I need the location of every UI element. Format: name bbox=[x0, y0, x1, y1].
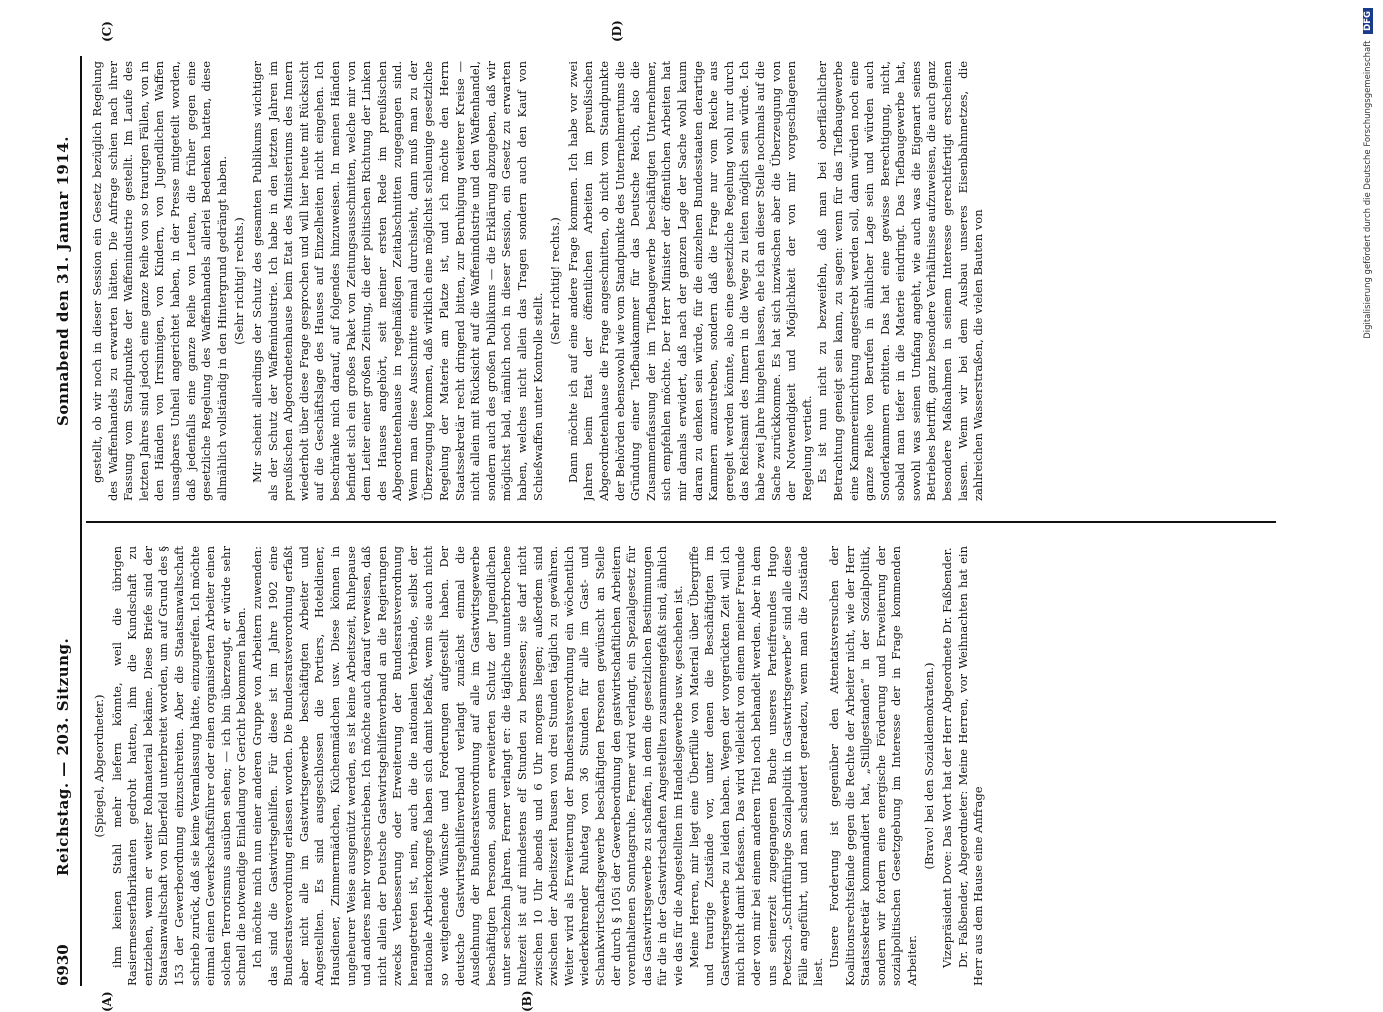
paragraph: Unsere Forderung ist gegenüber den Attentatsversuchen der Koalitionsrechtsfeinde gegen die Rechte der Arbeiter nicht, wie der Herr Staatssekretär kommandiert hat, „Stillgestanden“ in der Sozialpolitik, sondern wir fordern eine energische Förderung und Erweiterung der sozialpolitischen Gesetzgebung im Interesse der in Frage kommenden Arbeiter. bbox=[827, 546, 921, 986]
dfg-logo: DFG bbox=[1363, 8, 1373, 34]
stage-direction: (Sehr richtig! rechts.) bbox=[232, 61, 248, 501]
margin-letter-a: (A) bbox=[100, 991, 114, 1012]
running-header bbox=[50, 56, 82, 986]
paragraph: Vizepräsident Dove: Das Wort hat der Herr Abgeordnete Dr. Faßbender. bbox=[940, 546, 956, 986]
paragraph: Ich möchte mich nun einer anderen Gruppe von Arbeitern zuwenden: das sind die Gastwirtsgehilfen. Für diese ist im Jahre 1902 eine Bundesratsverordnung erlassen worden. Die Bundesratsverordnung erfaßt aber nicht alle im Gastwirtsgewerbe beschäftigten Arbeiter und Angestellten. Es sind ausgeschlossen die Portiers, Hoteldiener, Hausdiener, Zimmermädchen, Küchenmädchen usw. Diese können in ungeheurer Weise ausgenützt werden, es ist keine Arbeitszeit, Ruhepause und anderes mehr vorgeschrieben. Ich möchte auch darauf verweisen, daß nicht allein der Deutsche Gastwirtsgehilfenverband an die Regierungen zwecks Verbesserung oder Erweiterung der Bundesratsverordnung herangetreten ist, nein, auch die die nationalen Verbände, selbst der nationale Arbeiterkongreß haben sich damit befaßt, wenn sie auch nicht so weitgehende Wünsche und Forderungen aufgestellt haben. Der deutsche Gastwirtsgehilfenverband verlangt zunächst einmal die Ausdehnung der Bundesratsverordnung auf alle im Gastwirtsgewerbe beschäftigten Personen, sodann erweiterten Schutz der Jugendlichen unter sechzehn Jahren. Ferner verlangt er: die tägliche ununterbrochene Ruhezeit ist auf mindestens elf Stunden zu bemessen; sie darf nicht zwischen 10 Uhr abends und 6 Uhr morgens liegen; außerdem sind zwischen der Arbeitszeit Pausen von drei Stunden täglich zu gewähren. Weiter wird als Erweiterung der Bundesratsverordnung ein wöchentlich wiederkehrender Ruhetag von 36 Stunden für alle im Gast- und Schankwirtschaftsgewerbe beschäftigten Personen gewünscht an Stelle der durch § 105i der Gewerbeordnung den gastwirtschaftlichen Arbeitern vorenthaltenen Sonntagsruhe. Ferner wird verlangt, ein Spezialgesetz für das Gastwirtsgewerbe zu schaffen, in dem die gesetzlichen Bestimmungen für die in der Gastwirtschaften Angestellten zusammengefaßt sind, ähnlich wie das für die Angestellten im Handelsgewerbe usw. geschehen ist. bbox=[250, 546, 687, 986]
digitization-credit bbox=[1363, 8, 1379, 1000]
paragraph: Dr. Faßbender, Abgeordneter: Meine Herren, vor Weihnachten hat ein Herr aus dem Hause eine Anfrage bbox=[956, 546, 987, 986]
header-date: Sonnabend den 31. Januar 1914. bbox=[54, 136, 72, 426]
paragraph: gestellt, ob wir noch in dieser Session ein Gesetz bezüglich Regelung des Waffenhandels zu erwarten hätten. Die Anfrage schien nach ihrer Fassung vom Standpunkte der Waffenindustrie gestellt. Im Laufe des letzten Jahres sind jedoch eine ganze Reihe von so traurigen Fällen, von in den Händen von Irrsinnigen, von Kindern, von Jugendlichen Waffen unsagbares Unheil angerichtet haben, in der Presse mitgeteilt worden, daß jedenfalls eine ganze Reihe von Leuten, die früher gegen eine gesetzliche Regelung des Waffenhandels allerlei Bedenken hatten, diese allmählich vollständig in den Hintergrund gedrängt haben. bbox=[90, 61, 230, 501]
margin-letter-c: (C) bbox=[100, 21, 114, 42]
page-number: 6930 bbox=[54, 944, 72, 986]
paragraph: Dann möchte ich auf eine andere Frage kommen. Ich habe vor zwei Jahren beim Etat der öffentlichen Arbeiten im preußischen Abgeordnetenhause die Frage angeschnitten, ob nicht vom Standpunkte der Behörden ebensowohl wie vom Standpunkte des Unternehmertums die Gründung einer Tiefbaukammer für das Deutsche Reich, also die Zusammenfassung der im Tiefbaugewerbe beschäftigten Unternehmer, sich empfehlen möchte. Der Herr Minister der öffentlichen Arbeiten hat mir damals erwidert, daß nach der ganzen Lage der Sache wohl kaum daran zu denken sein würde, für die einzelnen Bundesstaaten derartige Kammern anzustreben, sondern daß die Frage nur vom Reiche aus geregelt werden könnte, also eine gesetzliche Regelung wohl nur durch das Reichsamt des Innern in die Wege zu leiten möglich sein würde. Ich habe zwei Jahre hingehen lassen, ehe ich an dieser Stelle nochmals auf die Sache zurückkomme. Es hat sich inzwischen aber die Überzeugung von der Notwendigkeit und Möglichkeit der von mir vorgeschlagenen Regelung vertieft. bbox=[566, 61, 816, 501]
rotated-page-content bbox=[50, 0, 980, 986]
column-divider bbox=[86, 522, 1276, 524]
stage-direction: (Sehr richtig! rechts.) bbox=[548, 61, 564, 501]
left-column bbox=[90, 546, 1270, 986]
stage-direction: (Bravo! bei den Sozialdemokraten.) bbox=[922, 546, 938, 986]
right-column bbox=[90, 61, 1270, 501]
paragraph: Meine Herren, mir liegt eine Überfülle von Material über Übergriffe und traurige Zustände vor, unter denen die Beschäftigten im Gastwirtsgewerbe zu leiden haben. Wegen der vorgerückten Zeit will ich mich nicht damit befassen. Das wird vielleicht von einem meiner Freunde oder von mir bei einem anderen Titel noch behandelt werden. Aber in dem uns seinerzeit zugegangenen Buche unseres Parteifreundes Hugo Poetzsch „Schriftführige Sozialpolitik in Gastwirtsgewerbe“ sind alle diese Fälle angeführt, und man schaudert geradezu, wenn man die Zustände liest. bbox=[687, 546, 827, 986]
margin-letter-d: (D) bbox=[610, 20, 624, 42]
stage-direction: (Spiegel, Abgeordneter.) bbox=[92, 546, 108, 986]
paragraph: Es ist nun nicht zu bezweifeln, daß man bei oberflächlicher Betrachtung geneigt sein kann, zu sagen: wenn für das Tiefbaugewerbe eine Kammereinrichtung angestrebt werden soll, dann würden noch eine ganze Reihe von Berufen in ähnlicher Lage sein und würden auch Sonderkammern erbitten. Das hat eine gewisse Berechtigung, nicht, sobald man tiefer in die Materie eindringt. Das Tiefbaugewerbe hat, sowohl was seinen Umfang angeht, wie auch was die Eigenart seines Betriebes betrifft, ganz besondere Verhältnisse aufzuweisen, die auch ganz besondere Maßnahmen in seinem Interesse gerechtfertigt erscheinen lassen. Wenn wir bei dem Ausbau unseres Eisenbahnnetzes, die zahlreichen Wasserstraßen, die vielen Bauten von bbox=[815, 61, 987, 501]
credit-text: Digitalisierung gefördert durch die Deutsche Forschungsgemeinschaft bbox=[1363, 41, 1373, 339]
paragraph: Mir scheint allerdings der Schutz des gesamten Publikums wichtiger als der Schutz der Waffenindustrie. Ich habe in den letzten Jahren im preußischen Abgeordnetenhause beim Etat des Ministeriums des Innern wiederholt über diese Frage gesprochen und will hier heute mit Rücksicht auf die Geschäftslage des Hauses auf Einzelheiten nicht eingehen. Ich beschränke mich darauf, auf folgendes hinzuweisen. In meinen Händen befindet sich ein großes Paket von Zeitungsausschnitten, welche mir von dem Leiter einer großen Zeitung, die der politischen Richtung der Linken des Hauses angehört, seit meiner ersten Rede im preußischen Abgeordnetenhause in regelmäßigen Zeitabschnitten zugegangen sind. Wenn man diese Ausschnitte einmal durchsieht, dann muß man zu der Überzeugung kommen, daß wirklich eine möglichst schleunige gesetzliche Regelung der Materie am Platze ist, und ich möchte den Herrn Staatssekretär recht dringend bitten, zur Beruhigung weiterer Kreise — nicht allein mit Rücksicht auf die Waffenindustrie und den Waffenhandel, sondern auch des großen Publikums — die Erklärung abzugeben, daß wir möglichst bald, nämlich noch in dieser Session, ein Gesetz zu erwarten haben, welches nicht allein das Tragen sondern auch den Kauf von Schießwaffen unter Kontrolle stellt. bbox=[250, 61, 546, 501]
header-title: Reichstag. — 203. Sitzung. bbox=[54, 638, 72, 876]
paragraph: ihm keinen Stahl mehr liefern könnte, weil die übrigen Rasiermesserfabrikanten gedroht hatten, ihm die Kundschaft zu entziehen, wenn er weiter Rohmaterial bekäme. Diese Briefe sind der Staatsanwaltschaft von Elberfeld unterbreitet worden, um auf Grund des § 153 der Gewerbeordnung einzuschreiten. Aber die Staatsanwaltschaft schrieb zurück, daß sie keine Veranlassung hätte, einzugreifen. Ich möchte einmal einen Gewerkschaftsführer oder einen organisierten Arbeiter einen solchen Terrorismus ausüben sehen; — ich bin überzeugt, er würde sehr schnell die notwendige Einladung vor Gericht bekommen haben. bbox=[110, 546, 250, 986]
margin-letter-b: (B) bbox=[520, 991, 534, 1012]
